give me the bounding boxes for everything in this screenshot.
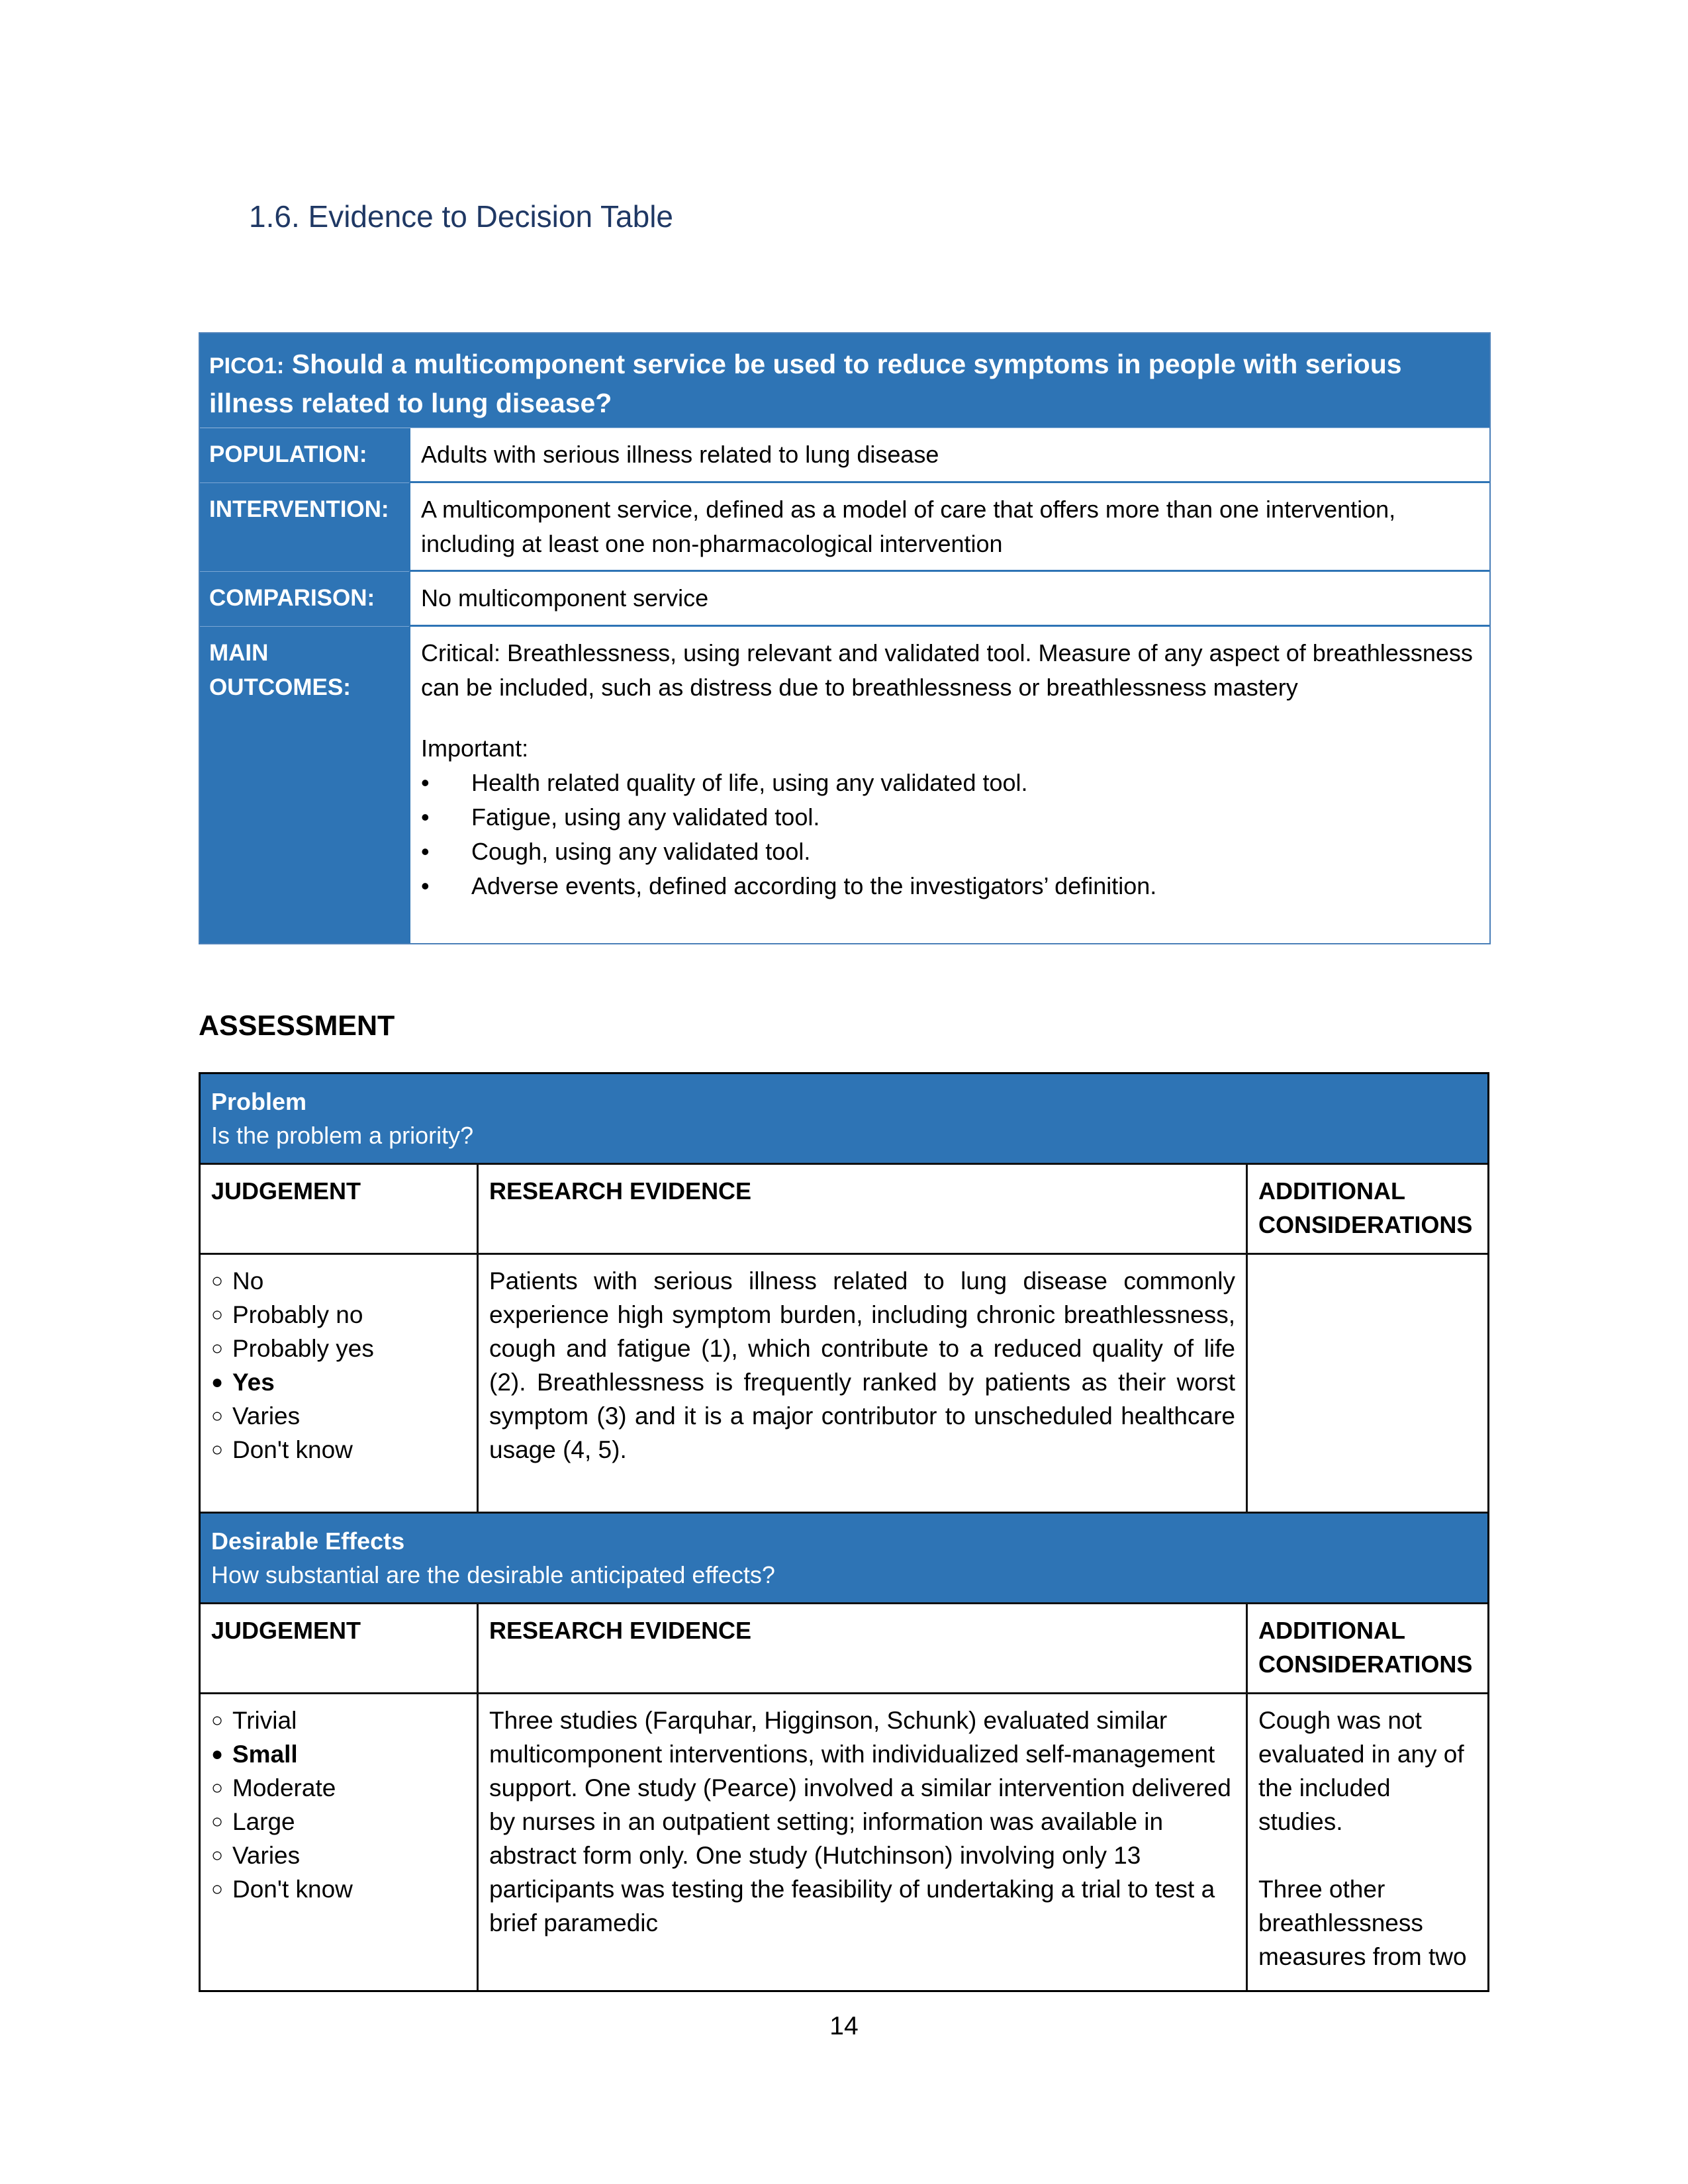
important-label: Important: [421,735,529,762]
outcome-item [421,869,1479,903]
judgement-options [201,1255,479,1512]
radio-empty-icon: ○ [211,1878,224,1900]
consideration-text: Three other breathlessness measures from two [1258,1876,1467,1970]
main-outcomes-value [409,627,1489,943]
outcome-text: Cough, using any validated tool. [471,838,811,865]
research-evidence: Three studies (Farquhar, Higginson, Schunk) evaluated similar multicomponent interventions, with individualized self-management support. One study (Pearce) involved a similar intervention delivered by nurses in an outpatient setting; information was available in abstract form only. One study (Hutchinson) involving only 13 participants was testing the feasibility of undertaking a trial to test a brief paramedic [479,1694,1248,1990]
outcome-text: Fatigue, using any validated tool. [471,803,820,831]
critical-outcome: Critical: Breathlessness, using relevant and validated tool. Measure of any aspect of breathlessness can be included, such as distress due to breathlessness or breathlessness mastery [421,639,1473,701]
pico-table [199,332,1491,944]
additional-considerations [1248,1255,1487,1512]
criterion-question: Is the problem a priority? [211,1122,474,1149]
criterion-title: Desirable Effects [211,1527,405,1555]
option-label: Don't know [232,1436,353,1463]
bullet-icon: • [421,769,430,796]
judgement-option[interactable] [211,1433,466,1467]
radio-empty-icon: ○ [211,1844,224,1866]
option-label: Large [232,1808,295,1835]
outcome-item [421,800,1479,835]
radio-empty-icon: ○ [211,1270,224,1292]
judgement-option[interactable] [211,1264,466,1298]
additional-considerations [1248,1694,1487,1990]
radio-empty-icon: ○ [211,1405,224,1427]
population-value: Adults with serious illness related to lung disease [409,428,1489,483]
intervention-label: INTERVENTION: [200,483,409,572]
judgement-option[interactable] [211,1365,466,1399]
pico-header [200,334,1489,428]
page-number: 14 [829,2012,859,2040]
judgement-option[interactable] [211,1839,466,1872]
pico-row-comparison [200,572,1489,627]
additional-considerations-header: ADDITIONAL CONSIDERATIONS [1258,1617,1473,1678]
criterion-question: How substantial are the desirable anticipated effects? [211,1561,775,1588]
main-outcomes-label: MAIN OUTCOMES: [200,627,409,943]
option-label: Yes [232,1369,275,1396]
option-label: Probably yes [232,1335,374,1362]
option-label: Varies [232,1402,301,1430]
research-evidence-header: RESEARCH EVIDENCE [479,1604,1248,1692]
criterion-title: Problem [211,1088,307,1115]
research-evidence-header: RESEARCH EVIDENCE [479,1165,1248,1253]
bullet-icon: • [421,803,430,831]
radio-filled-icon: ● [211,1371,224,1393]
option-label: Don't know [232,1876,353,1903]
judgement-option[interactable] [211,1771,466,1805]
assessment-heading: ASSESSMENT [199,1010,395,1042]
option-label: Trivial [232,1707,297,1734]
criterion-header-desirable-effects [201,1514,1487,1604]
radio-empty-icon: ○ [211,1304,224,1326]
radio-empty-icon: ○ [211,1338,224,1359]
assessment-table [199,1072,1489,1992]
judgement-option[interactable] [211,1737,466,1771]
pico-row-intervention [200,483,1489,572]
judgement-option[interactable] [211,1805,466,1839]
pico-row-main-outcomes [200,627,1489,943]
criterion-row-desirable-effects [201,1694,1487,1990]
option-label: No [232,1267,264,1295]
research-evidence: Patients with serious illness related to lung disease commonly experience high symptom burden, including chronic breathlessness, cough and fatigue (1), which contribute to a reduced quality of life (2). Breathlessness is frequently ranked by patients as their worst symptom (3) and it is a major contributor to unscheduled healthcare usage (4, 5). [479,1255,1248,1512]
radio-empty-icon: ○ [211,1777,224,1799]
radio-empty-icon: ○ [211,1811,224,1833]
consideration-text: Cough was not evaluated in any of the included studies. [1258,1707,1464,1835]
judgement-option[interactable] [211,1399,466,1433]
bullet-icon: • [421,872,430,899]
column-header-row [201,1604,1487,1694]
outcome-text: Health related quality of life, using any validated tool. [471,769,1028,796]
important-outcomes-list [421,766,1479,903]
pico-question: Should a multicomponent service be used to reduce symptoms in people with serious illness related to lung disease? [209,349,1402,418]
option-label: Moderate [232,1774,336,1801]
judgement-header: JUDGEMENT [201,1165,479,1253]
intervention-value: A multicomponent service, defined as a model of care that offers more than one intervention, including at least one non-pharmacological intervention [409,483,1489,572]
radio-empty-icon: ○ [211,1439,224,1461]
pico-id: PICO1: [209,353,285,379]
outcome-text: Adverse events, defined according to the investigators’ definition. [471,872,1157,899]
judgement-option[interactable] [211,1332,466,1365]
judgement-option[interactable] [211,1872,466,1906]
criterion-row-problem [201,1255,1487,1514]
additional-considerations-header: ADDITIONAL CONSIDERATIONS [1258,1177,1473,1238]
option-label: Probably no [232,1301,363,1328]
judgement-option[interactable] [211,1704,466,1737]
radio-empty-icon: ○ [211,1709,224,1731]
judgement-options [201,1694,479,1990]
pico-row-population [200,428,1489,483]
outcome-item [421,766,1479,800]
population-label: POPULATION: [200,428,409,483]
bullet-icon: • [421,838,430,865]
comparison-value: No multicomponent service [409,572,1489,627]
section-title: 1.6. Evidence to Decision Table [249,199,673,234]
option-label: Varies [232,1842,301,1869]
criterion-header-problem [201,1074,1487,1165]
option-label: Small [232,1741,298,1768]
radio-filled-icon: ● [211,1743,224,1765]
comparison-label: COMPARISON: [200,572,409,627]
judgement-option[interactable] [211,1298,466,1332]
outcome-item [421,835,1479,869]
column-header-row [201,1165,1487,1255]
judgement-header: JUDGEMENT [201,1604,479,1692]
